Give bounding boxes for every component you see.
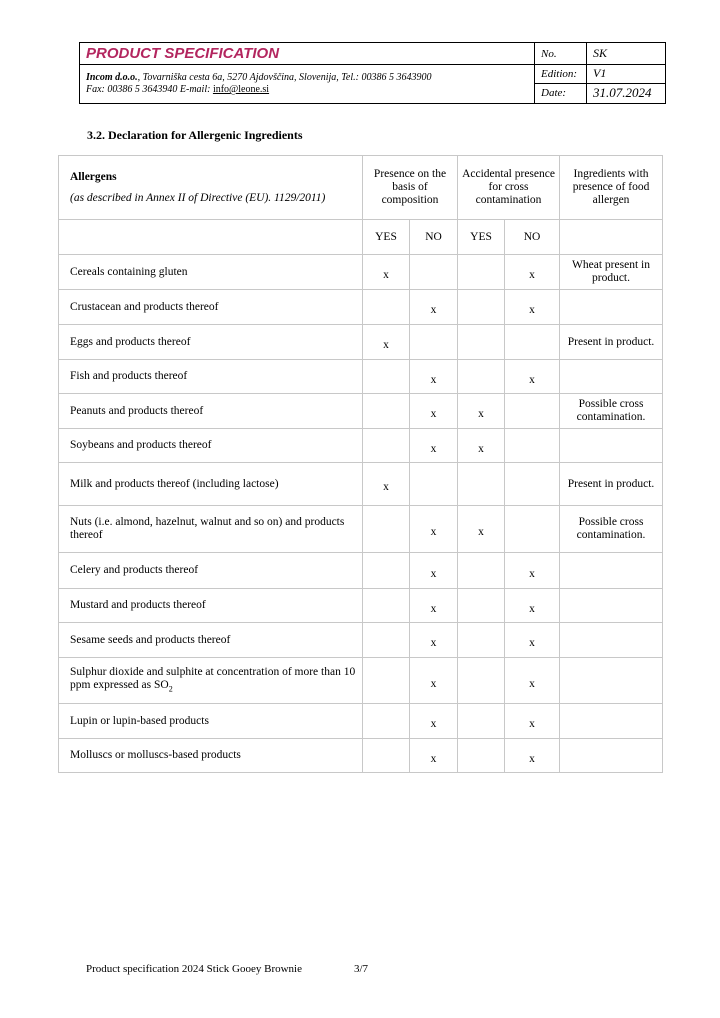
composition-yes-header: YES bbox=[363, 220, 410, 255]
composition-no-cell: x bbox=[410, 394, 458, 429]
allergen-note: Wheat present in product. bbox=[560, 255, 663, 290]
cross-yes-cell bbox=[458, 290, 505, 325]
footer bbox=[86, 963, 369, 975]
cross-no-cell: x bbox=[505, 704, 560, 739]
allergens-header bbox=[59, 156, 363, 220]
composition-yes-cell bbox=[363, 553, 410, 589]
composition-no-cell: x bbox=[410, 739, 458, 773]
cross-yes-header: YES bbox=[458, 220, 505, 255]
composition-no-cell: x bbox=[410, 658, 458, 704]
allergen-name-text: Mustard and products thereof bbox=[70, 599, 206, 611]
allergen-name-text: Milk and products thereof (including lactose) bbox=[70, 477, 279, 490]
allergen-rows bbox=[59, 255, 663, 773]
company-name: Incom d.o.o. bbox=[86, 72, 138, 83]
composition-yes-cell: x bbox=[363, 255, 410, 290]
composition-no-cell: x bbox=[410, 506, 458, 553]
cross-yes-cell bbox=[458, 704, 505, 739]
allergen-name-text: Sesame seeds and products thereof bbox=[70, 633, 231, 646]
cross-no-cell bbox=[505, 394, 560, 429]
composition-header: Presence on the basis of composition bbox=[363, 156, 458, 220]
allergen-note bbox=[560, 739, 663, 773]
allergen-note: Present in product. bbox=[560, 463, 663, 506]
table-row bbox=[59, 360, 663, 394]
allergens-header-title: Allergens bbox=[70, 170, 117, 183]
allergen-name bbox=[59, 553, 363, 589]
allergen-name-text: Nuts (i.e. almond, hazelnut, walnut and so on) and products thereof bbox=[70, 516, 345, 541]
table-row bbox=[59, 589, 663, 623]
composition-no-cell: x bbox=[410, 553, 458, 589]
document-title: PRODUCT SPECIFICATION bbox=[80, 43, 535, 65]
cross-no-cell: x bbox=[505, 290, 560, 325]
allergen-note bbox=[560, 429, 663, 463]
cross-no-cell bbox=[505, 506, 560, 553]
composition-no-cell: x bbox=[410, 589, 458, 623]
allergen-name bbox=[59, 360, 363, 394]
cross-no-cell: x bbox=[505, 658, 560, 704]
cross-yes-cell bbox=[458, 360, 505, 394]
table-row bbox=[59, 394, 663, 429]
ingredients-header: Ingredients with presence of food allergen bbox=[560, 156, 663, 220]
cross-no-cell bbox=[505, 429, 560, 463]
allergen-note: Possible cross contamination. bbox=[560, 506, 663, 553]
footer-page-number: 3/7 bbox=[354, 963, 369, 975]
address-line2: Fax: 00386 5 3643940 E-mail: bbox=[86, 84, 213, 95]
allergen-name-text: Celery and products thereof bbox=[70, 564, 199, 576]
cross-yes-cell bbox=[458, 463, 505, 506]
allergen-name-text: Molluscs or molluscs-based products bbox=[70, 749, 241, 761]
cross-yes-cell: x bbox=[458, 429, 505, 463]
cross-no-cell: x bbox=[505, 623, 560, 658]
allergen-table bbox=[58, 155, 663, 773]
allergen-note bbox=[560, 360, 663, 394]
cross-no-cell: x bbox=[505, 553, 560, 589]
cross-yes-cell bbox=[458, 325, 505, 360]
footer-doc-name: Product specification 2024 Stick Gooey Brownie bbox=[86, 963, 302, 975]
cross-yes-cell: x bbox=[458, 506, 505, 553]
composition-yes-cell: x bbox=[363, 325, 410, 360]
cross-yes-cell bbox=[458, 255, 505, 290]
allergen-note bbox=[560, 589, 663, 623]
allergen-name-text: Fish and products thereof bbox=[70, 370, 188, 382]
header-table bbox=[79, 42, 666, 104]
cross-yes-cell bbox=[458, 739, 505, 773]
allergen-note: Possible cross contamination. bbox=[560, 394, 663, 429]
table-row bbox=[59, 704, 663, 739]
composition-yes-cell bbox=[363, 704, 410, 739]
allergen-name-text: Cereals containing gluten bbox=[70, 265, 188, 278]
table-row bbox=[59, 739, 663, 773]
composition-yes-cell bbox=[363, 739, 410, 773]
date-value: 31.07.2024 bbox=[587, 83, 666, 103]
composition-yes-cell: x bbox=[363, 463, 410, 506]
composition-yes-cell bbox=[363, 623, 410, 658]
subheader-empty-cell bbox=[59, 220, 363, 255]
cross-no-cell: x bbox=[505, 739, 560, 773]
no-value: SK bbox=[587, 43, 666, 65]
cross-no-header: NO bbox=[505, 220, 560, 255]
cross-yes-cell: x bbox=[458, 394, 505, 429]
table-row bbox=[59, 463, 663, 506]
allergen-name bbox=[59, 506, 363, 553]
composition-no-cell: x bbox=[410, 704, 458, 739]
composition-no-cell: x bbox=[410, 360, 458, 394]
allergens-header-subtitle: (as described in Annex II of Directive (EU). 1129/2011) bbox=[70, 191, 326, 204]
composition-no-cell bbox=[410, 255, 458, 290]
no-label: No. bbox=[535, 43, 587, 65]
composition-yes-cell bbox=[363, 290, 410, 325]
composition-no-cell bbox=[410, 325, 458, 360]
section-title: 3.2. Declaration for Allergenic Ingredients bbox=[87, 128, 303, 142]
allergen-name bbox=[59, 623, 363, 658]
cross-yes-cell bbox=[458, 658, 505, 704]
composition-yes-cell bbox=[363, 658, 410, 704]
cross-yes-cell bbox=[458, 623, 505, 658]
allergen-name bbox=[59, 255, 363, 290]
table-row bbox=[59, 325, 663, 360]
table-row bbox=[59, 506, 663, 553]
composition-no-header: NO bbox=[410, 220, 458, 255]
subheader-empty-cell bbox=[560, 220, 663, 255]
cross-no-cell bbox=[505, 463, 560, 506]
allergen-name bbox=[59, 325, 363, 360]
allergen-note bbox=[560, 704, 663, 739]
allergen-name bbox=[59, 658, 363, 704]
cross-no-cell bbox=[505, 325, 560, 360]
allergen-name bbox=[59, 394, 363, 429]
cross-yes-cell bbox=[458, 589, 505, 623]
allergen-name bbox=[59, 290, 363, 325]
allergen-name-text: Lupin or lupin-based products bbox=[70, 714, 209, 727]
allergen-name-text: Peanuts and products thereof bbox=[70, 404, 204, 417]
allergen-name-text: Eggs and products thereof bbox=[70, 335, 191, 348]
allergen-name bbox=[59, 739, 363, 773]
table-row bbox=[59, 255, 663, 290]
cross-no-cell: x bbox=[505, 255, 560, 290]
composition-yes-cell bbox=[363, 429, 410, 463]
company-address bbox=[80, 65, 535, 104]
composition-no-cell: x bbox=[410, 623, 458, 658]
allergen-name bbox=[59, 704, 363, 739]
composition-no-cell: x bbox=[410, 290, 458, 325]
cross-no-cell: x bbox=[505, 589, 560, 623]
email-link[interactable]: info@leone.si bbox=[212, 84, 270, 95]
table-row bbox=[59, 623, 663, 658]
allergen-note: Present in product. bbox=[560, 325, 663, 360]
composition-yes-cell bbox=[363, 360, 410, 394]
cross-no-cell: x bbox=[505, 360, 560, 394]
table-row bbox=[59, 553, 663, 589]
address-line1: , Tovarniška cesta 6a, 5270 Ajdovščina, Slovenija, Tel.: 00386 5 3643900 bbox=[137, 72, 432, 83]
allergen-name-text: Soybeans and products thereof bbox=[70, 439, 212, 451]
allergen-note bbox=[560, 658, 663, 704]
so2-subscript: 2 bbox=[168, 684, 173, 694]
allergen-name bbox=[59, 429, 363, 463]
composition-yes-cell bbox=[363, 589, 410, 623]
allergen-name-text: Crustacean and products thereof bbox=[70, 300, 219, 313]
table-row bbox=[59, 658, 663, 704]
composition-yes-cell bbox=[363, 394, 410, 429]
composition-no-cell: x bbox=[410, 429, 458, 463]
edition-label: Edition: bbox=[535, 65, 587, 84]
table-row bbox=[59, 429, 663, 463]
allergen-note bbox=[560, 623, 663, 658]
date-label: Date: bbox=[535, 83, 587, 103]
allergen-name bbox=[59, 589, 363, 623]
cross-contamination-header: Accidental presence for cross contamination bbox=[458, 156, 560, 220]
allergen-note bbox=[560, 290, 663, 325]
table-row bbox=[59, 290, 663, 325]
allergen-note bbox=[560, 553, 663, 589]
allergen-name bbox=[59, 463, 363, 506]
cross-yes-cell bbox=[458, 553, 505, 589]
edition-value: V1 bbox=[587, 65, 666, 84]
composition-yes-cell bbox=[363, 506, 410, 553]
composition-no-cell bbox=[410, 463, 458, 506]
allergen-name-text: Sulphur dioxide and sulphite at concentration of more than 10 ppm expressed as SO bbox=[70, 665, 356, 691]
